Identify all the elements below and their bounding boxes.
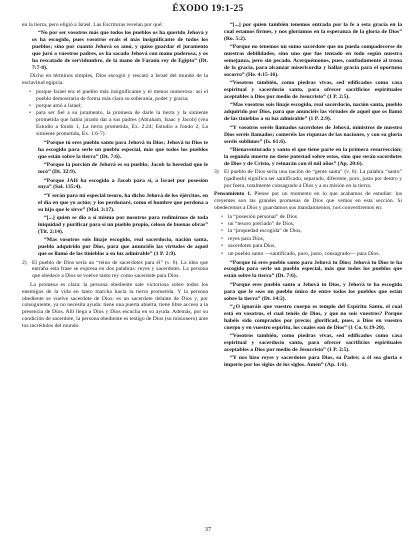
- scripture-quote: “Porque no tenemos un sumo sacerdote que no pueda compadecerse de nuestras debilidades, sino uno que fue tentado en todo según nuestra semejanza, pero sin pecado. Acerquémonos, pues, confiadamente al trono de la gracia, para alcanzar misericordia y hallar gracia para el oportuno socorro” (He. 4:15-16).: [224, 44, 402, 78]
- scripture-quote: “Mas vosotros sois linaje escogido, real sacerdocio, nación santa, pueblo adquirido por Dios, para que anunciéis las virtudes de aquel que os llamó de las tinieblas a su luz admirable” (1 P. 2:9).: [224, 102, 402, 123]
- bullet-item: • la “posesión personal” de Dios: [228, 214, 402, 221]
- point-text: El pueblo de Dios sería un “reino de sacerdotes para él” (v. 6). La idea que entraña esta frase se expresa en dos palabras: reyes y sacerdotes. La persona que obedece a Dios se vuelve tanto rey como sacerdote para Dios.: [32, 259, 208, 280]
- scripture-quote: “Mas vosotros sois linaje escogido, real sacerdocio, nación santa, pueblo adquirido por Dios, para que anunciéis las virtudes de aquel que os llamó de las tinieblas a su luz admirable” (1 P. 2:9).: [38, 237, 208, 258]
- bullet-item: • la “propiedad escogida” de Dios,: [228, 228, 402, 235]
- bullet-item: • un pueblo santo —santificado, puro, justo, consagrado— para Dios.: [228, 251, 402, 258]
- point-number: 2): [22, 259, 27, 266]
- scripture-quote: “Y serán para mí especial tesoro, ha dicho Jehová de los ejércitos, en el día en que yo actúe; y los perdonaré, como el hombre que perdona a su hijo que le sirve” (Mal. 3:17).: [38, 192, 208, 213]
- scripture-quote: “Porque eres pueblo santo a Jehová tu Dios, y Jehová te ha escogido para que le seas un pueblo único de entre todos los pueblos que están sobre la tierra” (Dt. 14:2).: [224, 281, 402, 302]
- bullet-list: [214, 214, 402, 258]
- scripture-quote: “[...] por quien también tenemos entrada por la fe a esta gracia en la cual estamos firmes, y nos gloriamos en la esperanza de la gloria de Dios” (Ro. 5:2).: [224, 22, 402, 42]
- bullet-item: • para ser fiel a su juramento, la promesa de darle la tierra y la simiente prometida que había jurado dar a sus padres (Abraham, Isaac y Jacob) (vea Estudio a fondo 1, La tierra prometida, Ex. 2:24; Estudio a fondo 2, La simiente prometida, Ex. 1:6-7).: [36, 110, 208, 138]
- paragraph: Dicho en términos simples, Dios escogió y rescató a Israel del mundo de la esclavitud egipcia:: [22, 73, 208, 87]
- thought-label: Pensamiento 1.: [214, 191, 252, 198]
- scripture-quote: “Porque JAH ha escogido a Jacob para sí, a Israel por posesión suya” (Sal. 135:4).: [38, 177, 208, 191]
- paragraph: La promesa es clara: la persona obediente sale victoriosa sobre todos los enemigos de la vida en tanto marcha hacia la tierra prometida. Y la persona obediente se vuelve sacerdote de Dios: es un sacerdote delante de Dios y, por consiguiente, ya no necesita ayuda: tiene una puerta abierta, tiene libre acceso a la presencia de Dios. Allí llega a Dios y Dios escucha en su ayuda. Además, por su condición de sacerdote, la persona obediente es testigo de Dios (su misionero) ante los incrédulos del mundo.: [22, 281, 208, 330]
- right-column: [214, 22, 402, 371]
- numbered-point-2: [22, 260, 208, 281]
- bullet-item: • sacerdotes para Dios,: [228, 243, 402, 250]
- bullet-list: [22, 89, 208, 138]
- point-text: El pueblo de Dios sería una nación de “gente santa” (v. 6). La palabra “santo” (qadhosh) significa ser santificado, separado, diferente, puro, justo por dentro y por fuera, totalmente consagrado a Dios y a su misión en la tierra.: [224, 169, 402, 189]
- scripture-quote: “¿O ignoráis que vuestro cuerpo es templo del Espíritu Santo, el cual está en vosotros, el cual tenéis de Dios, y que no sois vuestros? Porque habéis sido comprados por precio; glorificad, pues, a Dios en vuestro cuerpo y en vuestro espíritu, los cuales son de Dios” (1 Co. 6:19-20).: [224, 303, 402, 331]
- bullet-item: • porque Israel era el pueblo más insignificante y el menos numeroso: así el pueblo demostraría de forma más clara su soberanía, poder y gracia;: [36, 89, 208, 103]
- bullet-item: • porque amó a Israel;: [36, 103, 208, 110]
- running-header: ÉXODO 19:1-25: [172, 4, 244, 14]
- bullet-item: • un “tesoro preciado” de Dios,: [228, 221, 402, 228]
- scripture-quote: “Vosotros también, como piedras vivas, sed edificados como casa espiritual y sacerdocio santo, para ofrecer sacrificios espirituales aceptables a Dios por medio de Jesucristo” (1 P. 2:5).: [224, 333, 402, 353]
- left-column: [22, 22, 208, 332]
- bullet-item: • reyes para Dios,: [228, 236, 402, 243]
- scripture-quote: “Porque tú eres pueblo santo para Jehová tu Dios; Jehová tu Dios te ha escogido para serle un pueblo especial, más que todos los pueblos que están sobre la tierra” (Dt. 7:6).: [224, 259, 402, 280]
- scripture-quote: “Y vosotros seréis llamados sacerdotes de Jehová, ministros de nuestro Dios seréis llamados; comeréis las riquezas de las naciones, y con su gloria seréis sublimes” (Is. 61:6).: [224, 124, 402, 145]
- scripture-quote: “[...] quien se dio a sí mismo por nosotros para redimirnos de toda iniquidad y purificar para sí un pueblo propio, celoso de buenas obras” (Tit. 2:14).: [38, 215, 208, 235]
- page-number: 37: [204, 526, 212, 533]
- paragraph: en la tierra, pero eligió a Israel. Las Escrituras revelan por qué:: [22, 22, 163, 28]
- scripture-quote: “Porque la porción de Jehová es su pueblo; Jacob la heredad que le tocó” (Dt. 32:9).: [38, 162, 208, 176]
- scripture-quote: “Porque tú eres pueblo santo para Jehová tu Dios; Jehová tu Dios te ha escogido para serle un pueblo especial, más que todos los pueblos que están sobre la tierra” (Dt. 7:6).: [38, 140, 208, 160]
- scripture-quote: “Vosotros también, como piedras vivas, sed edificados como casa espiritual y sacerdocio santo, para ofrecer sacrificios espirituales aceptables a Dios por medio de Jesucristo” (1 P. 2:5).: [224, 80, 402, 101]
- numbered-point-3: [214, 169, 402, 190]
- scripture-quote: “Y nos hizo reyes y sacerdotes para Dios, su Padre; a él sea gloria e imperio por los siglos de los siglos. Amén” (Ap. 1:6).: [224, 355, 402, 369]
- thought-paragraph: [214, 191, 402, 212]
- scripture-quote: “Bienaventurado y santo el que tiene parte en la primera resurrección; la segunda muerte no tiene potestad sobre estos, sino que serán sacerdotes de Dios y de Cristo, y reinarán con él mil años” (Ap. 20:6).: [224, 146, 402, 167]
- thought-text: Piense por un momento en lo que acabamos de estudiar: los creyentes son las grandes promesas de Dios que vemos en esta sección. Si obedecemos a Dios y guardamos sus mandamientos, nos convertiremos en:: [214, 191, 402, 212]
- point-number: 3): [214, 169, 219, 176]
- scripture-quote: “No por ser vosotros más que todos los pueblos os ha querido Jehová y os ha escogido, pues vosotros erais el más insignificante de todos los pueblos; sino por cuanto Jehová os amó, y quiso guardar el juramento que juró a vuestros padres, os ha sacado Jehová con mano poderosa, y os ha rescatado de servidumbre, de la mano de Faraón rey de Egipto” (Dt. 7:7-8).: [32, 30, 208, 71]
